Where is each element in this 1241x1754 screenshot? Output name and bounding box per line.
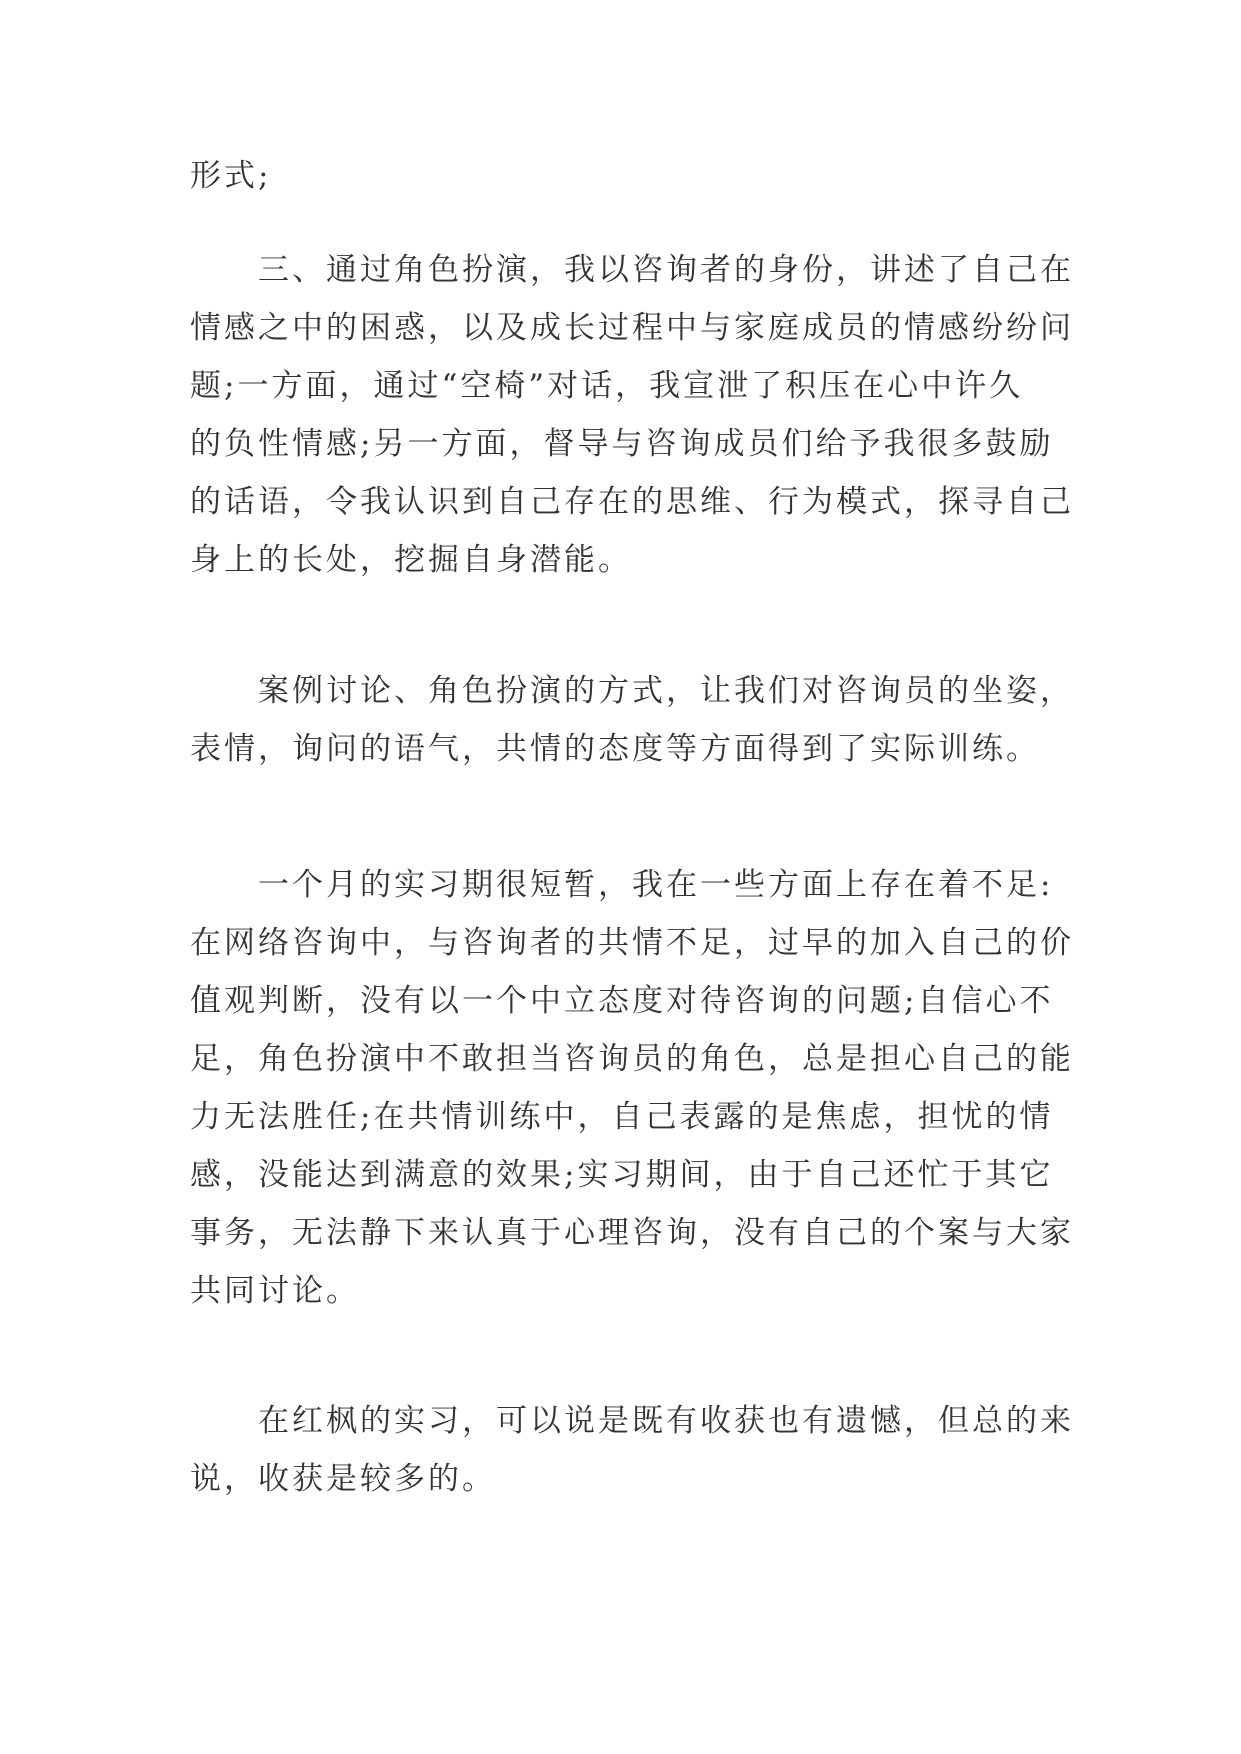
paragraph-line: 一个月的实习期很短暂，我在一些方面上存在着不足:: [258, 867, 1054, 903]
paragraph-1: [190, 147, 1050, 205]
paragraph-2: [190, 241, 1074, 589]
paragraph-line: 感，没能达到满意的效果;实习期间，由于自己还忙于其它: [190, 1157, 1054, 1193]
paragraph-line: 案例讨论、角色扮演的方式，让我们对咨询员的坐姿，: [258, 673, 1074, 709]
paragraph-line: 身上的长处，挖掘自身潜能。: [190, 542, 632, 578]
paragraph-line: 事务，无法静下来认真于心理咨询，没有自己的个案与大家: [190, 1215, 1074, 1251]
paragraph-line: 三、通过角色扮演，我以咨询者的身份，讲述了自己在: [258, 252, 1074, 288]
paragraph-line: 的负性情感;另一方面，督导与咨询成员们给予我很多鼓励: [190, 426, 1054, 462]
paragraph-line: 在网络咨询中，与咨询者的共情不足，过早的加入自己的价: [190, 925, 1074, 961]
paragraph-line: 的话语，令我认识到自己存在的思维、行为模式，探寻自己: [190, 484, 1074, 520]
paragraph-4: [190, 856, 1074, 1320]
paragraph-line: 共同讨论。: [190, 1273, 360, 1309]
paragraph-line: 在红枫的实习，可以说是既有收获也有遗憾，但总的来: [258, 1403, 1074, 1439]
paragraph-line: 形式;: [190, 158, 272, 194]
paragraph-line: 说，收获是较多的。: [190, 1461, 496, 1497]
paragraph-line: 值观判断，没有以一个中立态度对待咨询的问题;自信心不: [190, 983, 1054, 1019]
paragraph-5: [190, 1392, 1074, 1508]
paragraph-line: 足，角色扮演中不敢担当咨询员的角色，总是担心自己的能: [190, 1041, 1074, 1077]
paragraph-line: 表情，询问的语气，共情的态度等方面得到了实际训练。: [190, 731, 1040, 767]
paragraph-line: 情感之中的困惑，以及成长过程中与家庭成员的情感纷纷问: [190, 310, 1074, 346]
paragraph-3: [190, 662, 1074, 778]
paragraph-line: 题;一方面，通过“空椅”对话，我宣泄了积压在心中许久: [190, 368, 1024, 404]
paragraph-line: 力无法胜任;在共情训练中，自己表露的是焦虑，担忧的情: [190, 1099, 1054, 1135]
